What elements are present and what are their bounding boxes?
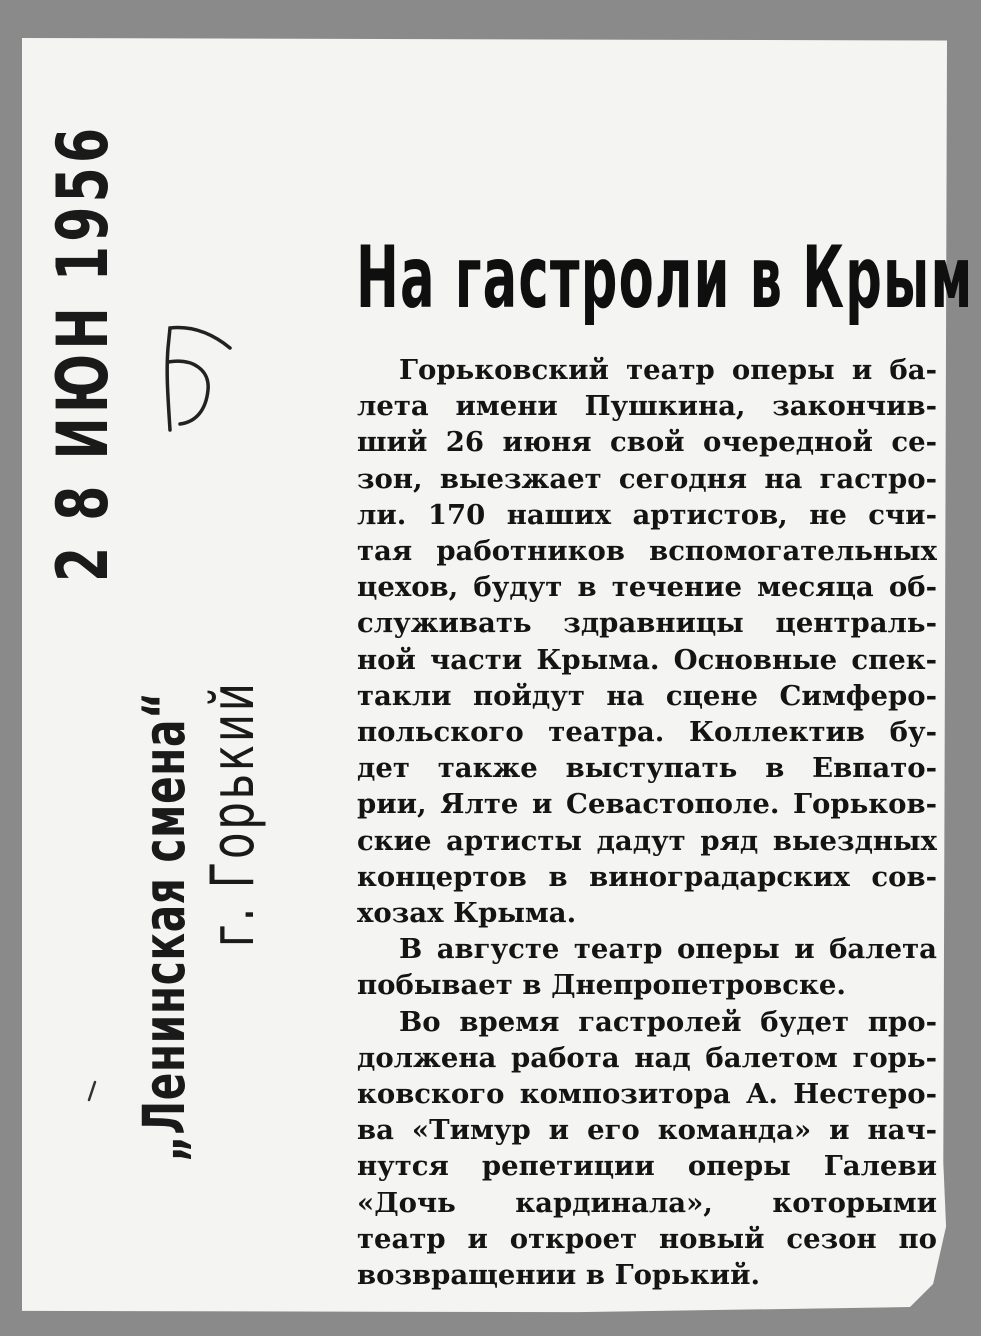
article-body <box>357 352 937 1293</box>
article-line: побывает в Днепропетровске. <box>357 969 846 1002</box>
article-line: хозах Крыма. <box>357 897 577 930</box>
article-line: «Дочь кардинала», которыми <box>357 1186 937 1219</box>
article-line: ли. 170 наших артистов, не счи- <box>357 498 937 531</box>
article-line: ной части Крыма. Основные спек- <box>357 643 937 676</box>
article-line: возвращении в Горький. <box>357 1259 761 1292</box>
article-line: ший 26 июня свой очередной се- <box>357 426 937 459</box>
article-line: служивать здравницы централь- <box>357 607 937 640</box>
date-stamp: 2 8 ИЮН 1956 <box>42 123 124 582</box>
article-line: тая работников вспомогательных <box>357 535 937 568</box>
article-line: концертов в виноградарских сов- <box>357 860 937 893</box>
article-line: нутся репетиции оперы Галеви <box>357 1150 937 1183</box>
pencil-mark <box>85 1080 99 1102</box>
article-headline: На гастроли в Крым <box>356 228 974 328</box>
article-line: рии, Ялте и Севастополе. Горьков- <box>357 788 937 821</box>
article-line: ва «Тимур и его команда» и нач- <box>357 1114 937 1147</box>
article-line: Горьковский театр оперы и ба- <box>399 354 937 386</box>
article-line: польского театра. Коллектив бу- <box>357 716 937 749</box>
newspaper-name-stamp: „Ленинская смена“ <box>130 691 198 1162</box>
article-line: цехов, будут в течение месяца об- <box>357 571 937 604</box>
city-stamp: г. Горький <box>198 680 268 947</box>
article-line: должена работа над балетом горь- <box>357 1041 937 1074</box>
article-line: лета имени Пушкина, закончив- <box>357 390 937 423</box>
article-line: Во время гастролей будет про- <box>399 1005 937 1038</box>
handwritten-number-mark <box>148 318 248 438</box>
article-line: зон, выезжает сегодня на гастро- <box>357 462 937 495</box>
article-line: В августе театр оперы и балета <box>399 933 937 966</box>
article-line: дет также выступать в Евпато- <box>357 752 937 785</box>
article-line: ские артисты дадут ряд выездных <box>357 824 937 857</box>
article-line: такли пойдут на сцене Симферо- <box>357 679 937 712</box>
article-line: ковского композитора А. Нестеро- <box>357 1078 937 1111</box>
article-line: театр и откроет новый сезон по <box>357 1222 937 1255</box>
